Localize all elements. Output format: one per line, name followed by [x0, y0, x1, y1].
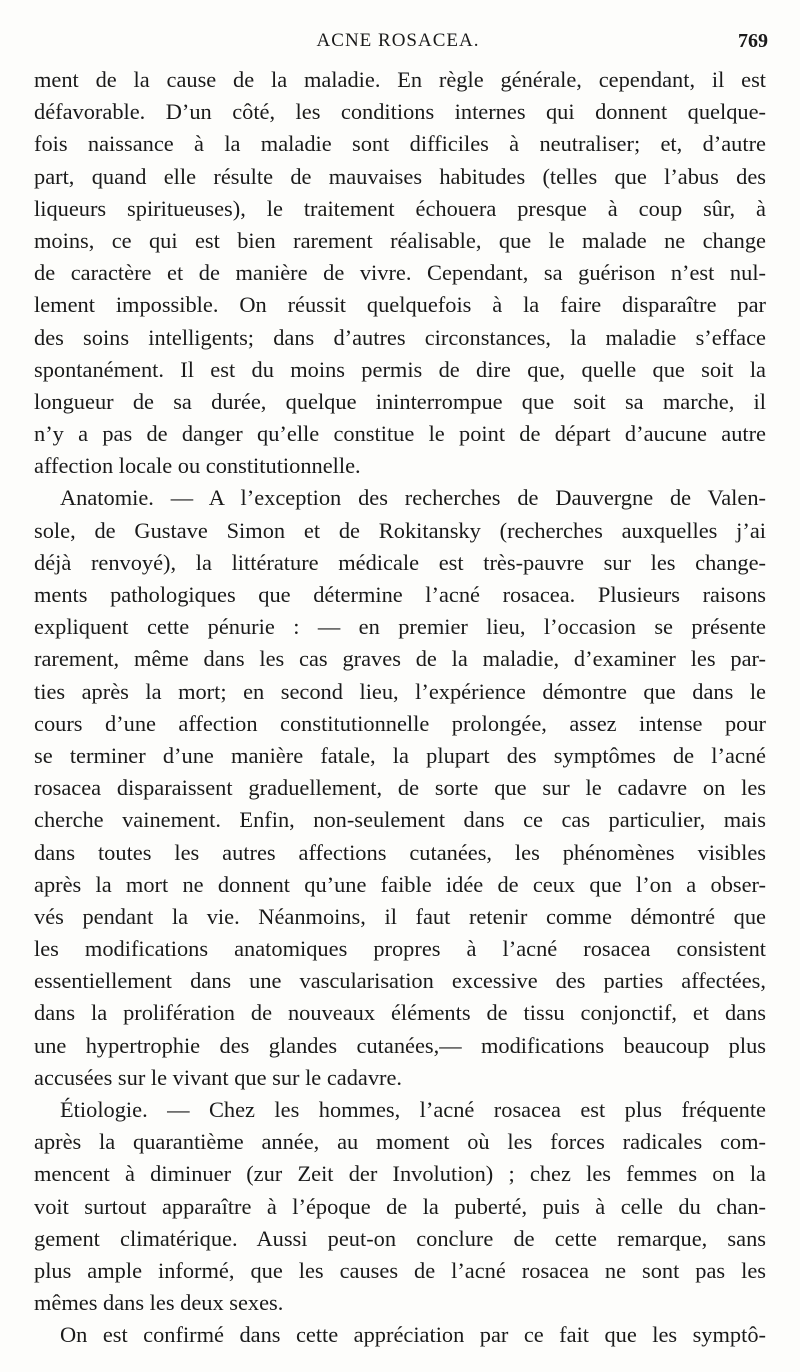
text-line: part, quand elle résulte de mauvaises habitudes (telles que l’abus des	[34, 163, 766, 189]
text-line: spontanément. Il est du moins permis de dire que, quelle que soit la	[34, 356, 766, 382]
text-line: ments pathologiques que détermine l’acné rosacea. Plusieurs raisons	[34, 582, 766, 607]
text-line: sole, de Gustave Simon et de Rokitansky (recherches auxquelles j’ai	[34, 517, 766, 543]
text-line: les modifications anatomiques propres à l’acné rosacea consistent	[34, 936, 766, 962]
text-line: après la mort ne donnent qu’une faible idée de ceux que l’on a obser-	[34, 871, 766, 897]
text-line: vés pendant la vie. Néanmoins, il faut retenir comme démontré que	[34, 903, 766, 929]
text-line: longueur de sa durée, quelque ininterrompue que soit sa marche, il	[34, 388, 766, 414]
body-text	[34, 64, 766, 1352]
running-head	[28, 30, 768, 60]
running-title: ACNE ROSACEA.	[316, 30, 480, 51]
text-line: des soins intelligents; dans d’autres circonstances, la maladie s’efface	[34, 324, 766, 350]
text-line: rarement, même dans les cas graves de la maladie, d’examiner les par-	[34, 646, 766, 672]
text-line: mencent à diminuer (zur Zeit der Involution) ; chez les femmes on la	[34, 1161, 766, 1187]
text-line: Anatomie. — A l’exception des recherches de Dauvergne de Valen-	[60, 485, 766, 511]
text-line: déjà renvoyé), la littérature médicale est très-pauvre sur les change-	[34, 549, 766, 575]
text-line: ment de la cause de la maladie. En règle générale, cependant, il est	[34, 67, 766, 92]
text-line: accusées sur le vivant que sur le cadavre.	[34, 1064, 403, 1090]
text-line: une hypertrophie des glandes cutanées,— modifications beaucoup plus	[34, 1032, 766, 1058]
text-line: cherche vainement. Enfin, non-seulement dans ce cas particulier, mais	[34, 807, 766, 833]
text-line: voit surtout apparaître à l’époque de la puberté, puis à celle du chan-	[34, 1193, 766, 1219]
text-line: plus ample informé, que les causes de l’acné rosacea ne sont pas les	[34, 1257, 766, 1283]
text-line: gement climatérique. Aussi peut-on conclure de cette remarque, sans	[34, 1225, 766, 1251]
text-line: rosacea disparaissent graduellement, de sorte que sur le cadavre on les	[34, 775, 766, 801]
text-line: n’y a pas de danger qu’elle constitue le point de départ d’aucune autre	[34, 421, 766, 447]
text-line: On est confirmé dans cette appréciation par ce fait que les symptô-	[60, 1322, 766, 1348]
text-line: ties après la mort; en second lieu, l’expérience démontre que dans le	[34, 678, 766, 704]
text-line: lement impossible. On réussit quelquefois à la faire disparaître par	[34, 292, 766, 318]
text-line: mêmes dans les deux sexes.	[34, 1290, 284, 1316]
text-line: défavorable. D’un côté, les conditions internes qui donnent quelque-	[34, 99, 766, 125]
text-line: expliquent cette pénurie : — en premier lieu, l’occasion se présente	[34, 614, 766, 640]
text-line: Étiologie. — Chez les hommes, l’acné rosacea est plus fréquente	[60, 1097, 766, 1122]
page-number: 769	[738, 30, 768, 52]
text-line: cours d’une affection constitutionnelle prolongée, assez intense pour	[34, 710, 766, 736]
text-line: dans la prolifération de nouveaux éléments de tissu conjonctif, et dans	[34, 1000, 766, 1026]
text-line: dans toutes les autres affections cutanées, les phénomènes visibles	[34, 839, 766, 865]
text-line: de caractère et de manière de vivre. Cependant, sa guérison n’est nul-	[34, 260, 766, 286]
text-line: après la quarantième année, au moment où les forces radicales com-	[34, 1129, 766, 1155]
text-line: liqueurs spiritueuses), le traitement échouera presque à coup sûr, à	[34, 195, 766, 221]
text-line: essentiellement dans une vascularisation excessive des parties affectées,	[34, 968, 766, 994]
text-line: se terminer d’une manière fatale, la plupart des symptômes de l’acné	[34, 742, 766, 768]
text-line: moins, ce qui est bien rarement réalisable, que le malade ne change	[34, 227, 766, 253]
text-line: affection locale ou constitutionnelle.	[34, 453, 361, 479]
text-line: fois naissance à la maladie sont difficiles à neutraliser; et, d’autre	[34, 131, 766, 157]
